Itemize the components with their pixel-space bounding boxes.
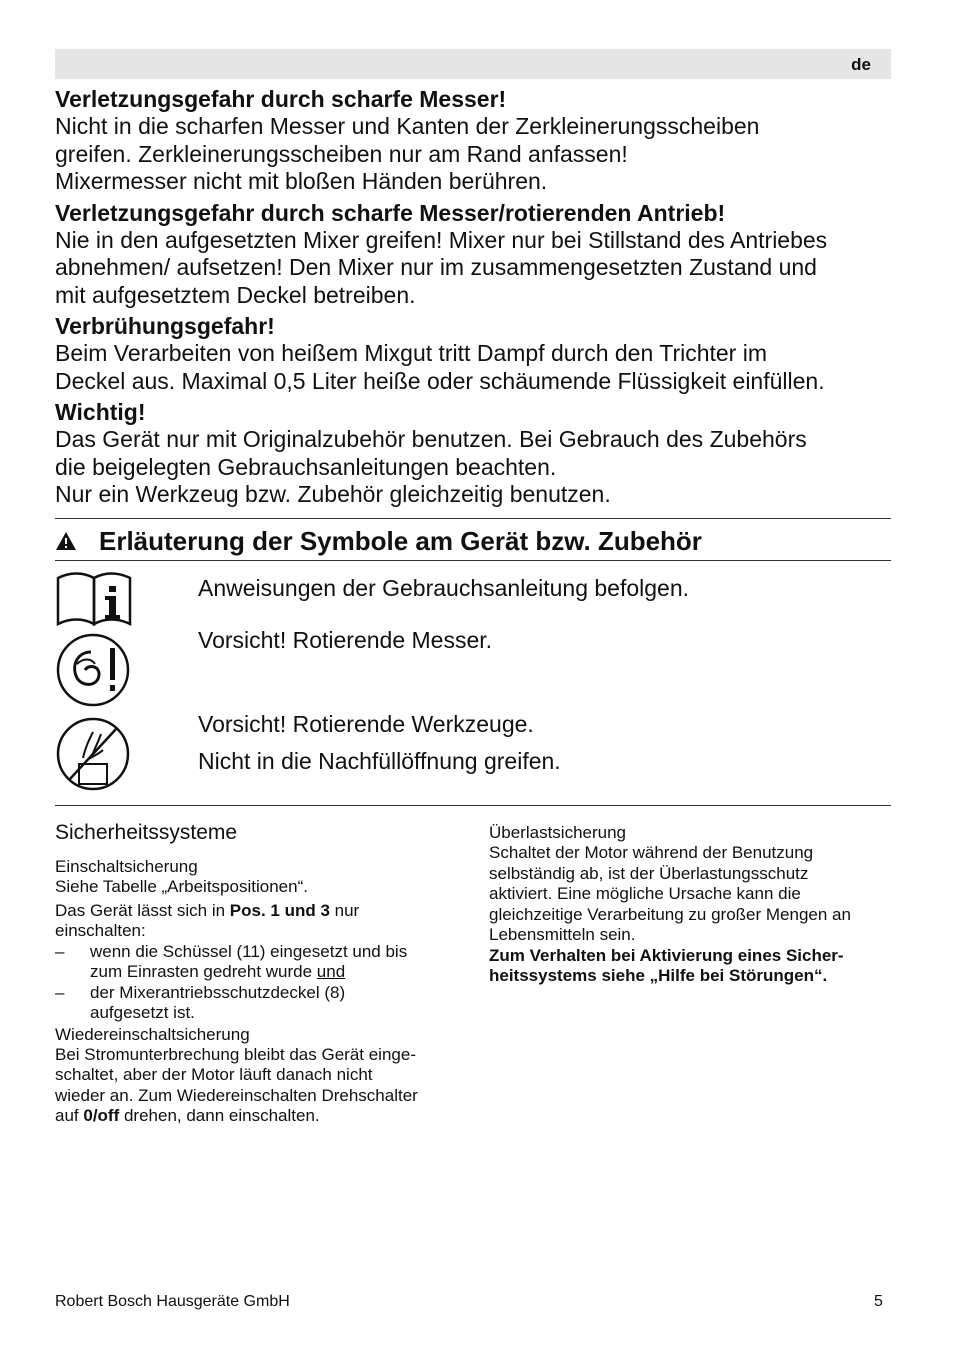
symbol-text bbox=[198, 622, 492, 659]
text-span: auf bbox=[55, 1106, 84, 1125]
list-line bbox=[90, 962, 475, 983]
text-span: zum Einrasten gedreht wurde bbox=[90, 962, 317, 981]
text-span: drehen, dann einschalten. bbox=[119, 1106, 320, 1125]
divider bbox=[55, 518, 891, 519]
subsection-title: Überlastsicherung bbox=[489, 823, 627, 842]
safety-left-column bbox=[55, 820, 475, 1127]
no-hand-in-feed-tube-icon bbox=[55, 712, 133, 792]
subsection-title: Wiedereinschaltsicherung bbox=[55, 1024, 250, 1044]
dash-bullet: – bbox=[55, 941, 65, 961]
dash-bullet: – bbox=[55, 982, 65, 1002]
bold-span: 0/off bbox=[83, 1106, 120, 1125]
text-line bbox=[55, 1106, 475, 1127]
warning-block bbox=[55, 200, 905, 310]
symbol-line: Nicht in die Nachfüllöffnung greifen. bbox=[198, 748, 561, 774]
page-number: 5 bbox=[874, 1293, 883, 1310]
language-code: de bbox=[851, 55, 871, 74]
text-line: selbständig ab, ist der Überlastungsschutz bbox=[489, 863, 809, 883]
divider bbox=[55, 560, 891, 561]
bold-line: Zum Verhalten bei Aktivierung eines Sicher- bbox=[489, 945, 844, 965]
warning-line: Nie in den aufgesetzten Mixer greifen! Mixer nur bei Stillstand des Antriebes bbox=[55, 226, 828, 253]
list-item bbox=[55, 942, 475, 983]
warning-line: Nur ein Werkzeug bzw. Zubehör gleichzeitig benutzen. bbox=[55, 481, 611, 507]
list-item bbox=[55, 983, 475, 1024]
paragraph: Siehe Tabelle „Arbeitspositionen“. bbox=[55, 877, 308, 896]
text-line: Bei Stromunterbrechung bleibt das Gerät einge- bbox=[55, 1044, 416, 1064]
bold-span: Pos. 1 und 3 bbox=[229, 900, 330, 920]
symbol-text bbox=[198, 570, 689, 607]
symbol-row bbox=[55, 570, 891, 630]
text-line: wieder an. Zum Wiedereinschalten Drehschalter bbox=[55, 1085, 418, 1105]
warning-line: Deckel aus. Maximal 0,5 Liter heiße oder schäumende Flüssigkeit einfüllen. bbox=[55, 367, 825, 394]
bold-line: heitssystems siehe „Hilfe bei Störungen“. bbox=[489, 966, 828, 985]
symbol-text bbox=[198, 706, 561, 780]
symbol-line: Vorsicht! Rotierende Messer. bbox=[198, 627, 493, 653]
warning-title: Wichtig! bbox=[55, 399, 146, 425]
paragraph bbox=[55, 901, 475, 922]
warning-line: mit aufgesetztem Deckel betreiben. bbox=[55, 281, 416, 308]
text-line: schaltet, aber der Motor läuft danach nicht bbox=[55, 1065, 373, 1084]
text-span: Das Gerät lässt sich in bbox=[55, 900, 230, 920]
warning-line: Mixermesser nicht mit bloßen Händen berühren. bbox=[55, 168, 548, 194]
warning-line: greifen. Zerkleinerungsscheiben nur am Rand anfassen! bbox=[55, 140, 628, 167]
symbol-line: Anweisungen der Gebrauchsanleitung befolgen. bbox=[198, 575, 690, 601]
subsection-title: Einschaltsicherung bbox=[55, 857, 198, 876]
list-line: wenn die Schüssel (11) eingesetzt und bis bbox=[90, 941, 408, 961]
text-line: aktiviert. Eine mögliche Ursache kann die bbox=[489, 884, 801, 903]
warning-title: Verletzungsgefahr durch scharfe Messer! bbox=[55, 86, 507, 112]
warning-title: Verletzungsgefahr durch scharfe Messer/rotierenden Antrieb! bbox=[55, 199, 726, 226]
symbols-heading bbox=[55, 524, 891, 558]
warning-block bbox=[55, 313, 905, 395]
symbols-title: Erläuterung der Symbole am Gerät bzw. Zubehör bbox=[99, 525, 702, 556]
section-title: Sicherheitssysteme bbox=[55, 821, 238, 844]
text-line: gleichzeitige Verarbeitung zu großer Mengen an bbox=[489, 904, 851, 924]
warning-line: abnehmen/ aufsetzen! Den Mixer nur im zusammengesetzten Zustand und bbox=[55, 254, 817, 280]
list-line: der Mixerantriebsschutzdeckel (8) bbox=[90, 982, 346, 1002]
manual-info-icon bbox=[55, 570, 133, 628]
warnings-section bbox=[55, 86, 905, 513]
language-bar bbox=[55, 49, 891, 79]
footer-company: Robert Bosch Hausgeräte GmbH bbox=[55, 1293, 290, 1310]
paragraph: einschalten: bbox=[55, 921, 146, 940]
underlined-span: und bbox=[316, 962, 346, 981]
bullet-list bbox=[55, 942, 475, 1024]
text-line: Schaltet der Motor während der Benutzung bbox=[489, 843, 814, 862]
warning-triangle-icon bbox=[55, 531, 77, 551]
warning-title: Verbrühungsgefahr! bbox=[55, 313, 275, 339]
symbol-row bbox=[55, 628, 891, 708]
symbol-line: Vorsicht! Rotierende Werkzeuge. bbox=[198, 711, 534, 737]
warning-block bbox=[55, 86, 905, 196]
warning-line: Das Gerät nur mit Originalzubehör benutzen. Bei Gebrauch des Zubehörs bbox=[55, 426, 807, 452]
warning-line: Beim Verarbeiten von heißem Mixgut tritt Dampf durch den Trichter im bbox=[55, 340, 768, 366]
divider bbox=[55, 805, 891, 806]
safety-right-column bbox=[489, 822, 899, 987]
warning-line: die beigelegten Gebrauchsanleitungen beachten. bbox=[55, 453, 557, 480]
rotating-blade-warning-icon bbox=[55, 628, 133, 708]
warning-line: Nicht in die scharfen Messer und Kanten der Zerkleinerungsscheiben bbox=[55, 113, 760, 139]
text-line: Lebensmitteln sein. bbox=[489, 925, 636, 944]
warning-block bbox=[55, 399, 905, 509]
text-span: nur bbox=[329, 900, 360, 920]
list-line: aufgesetzt ist. bbox=[90, 1003, 195, 1022]
symbol-row bbox=[55, 712, 891, 792]
